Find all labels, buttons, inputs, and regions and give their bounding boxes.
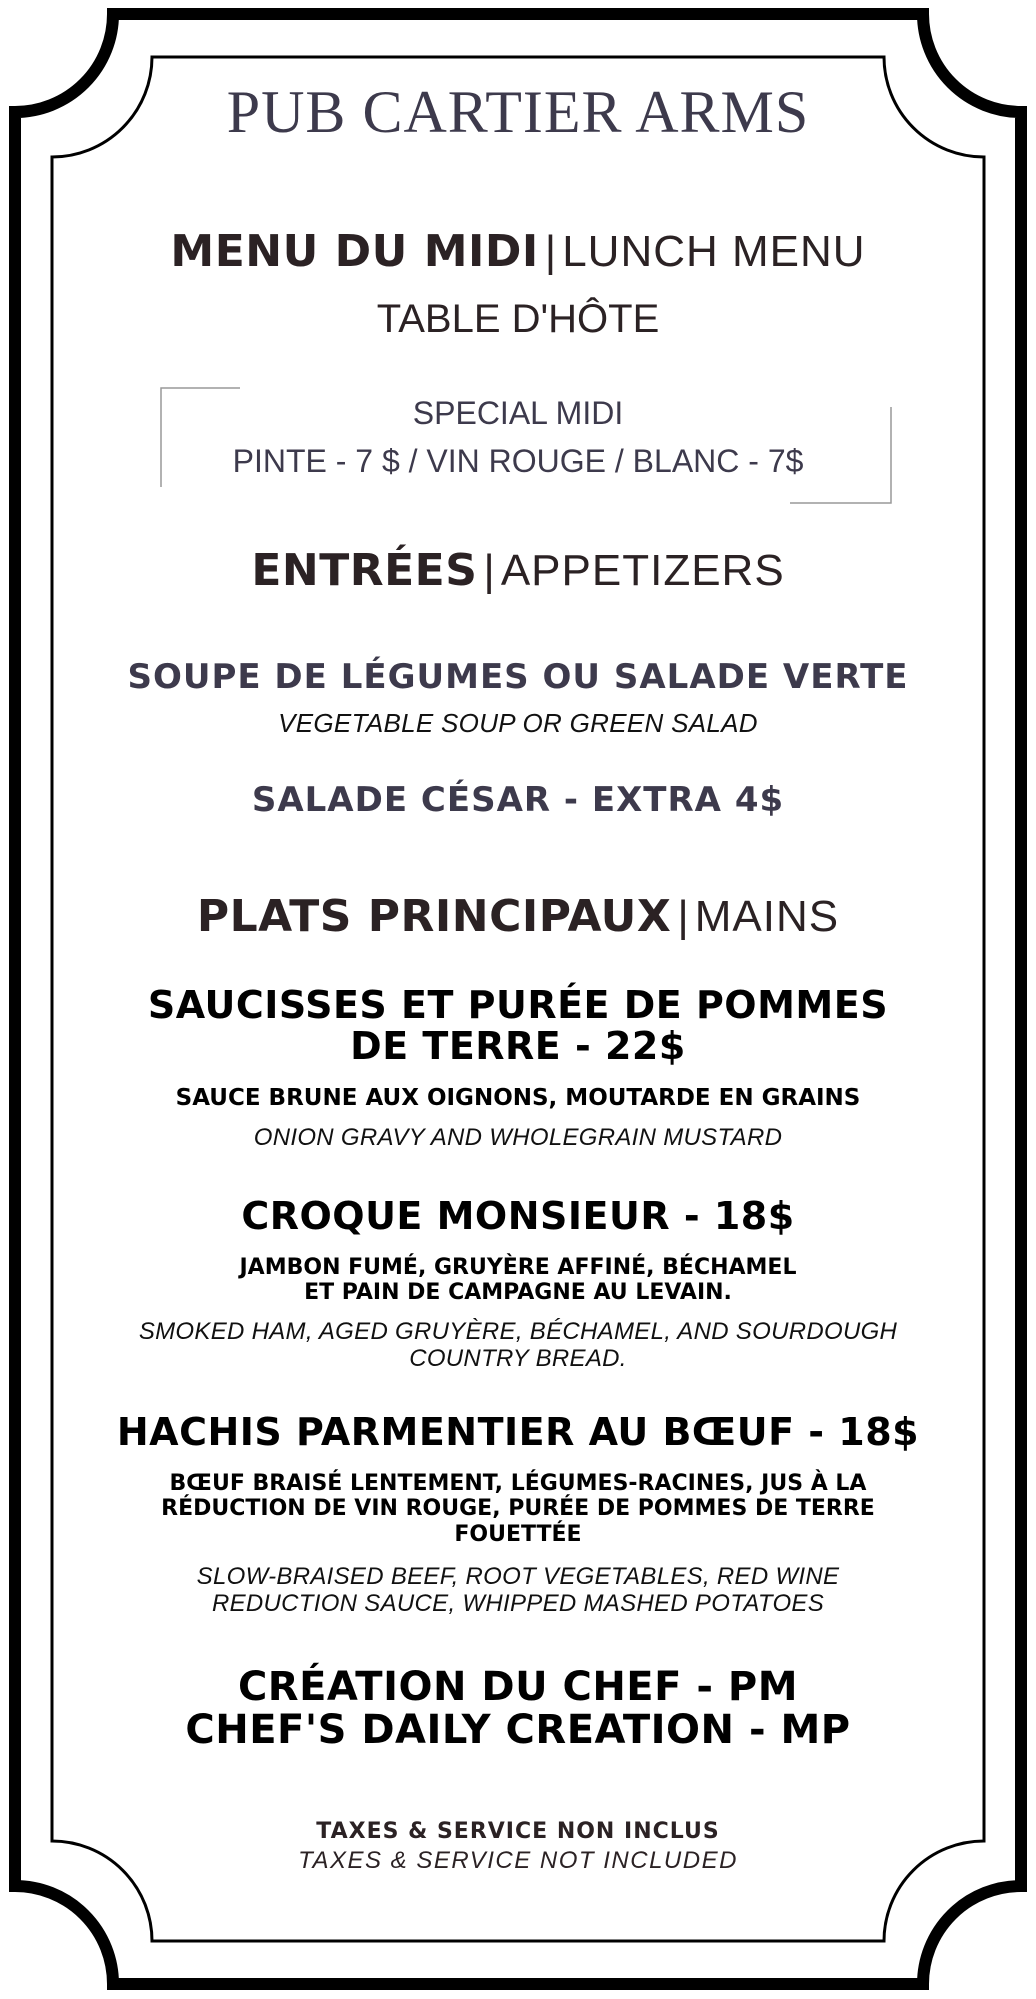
heading-separator: | <box>544 227 557 276</box>
special-midi-label: SPECIAL MIDI <box>412 395 624 431</box>
main-croque-desc-fr-line2: ET PAIN DE CAMPAGNE AU LEVAIN. <box>304 1280 732 1306</box>
main-sausages-name-line1: SAUCISSES ET PURÉE DE POMMES <box>147 983 889 1027</box>
main-sausages-desc-fr: SAUCE BRUNE AUX OIGNONS, MOUTARDE EN GRAINS <box>175 1085 861 1111</box>
main-hachis-desc-en-line2: REDUCTION SAUCE, WHIPPED MASHED POTATOES <box>211 1589 825 1617</box>
main-hachis-desc-fr <box>0 1471 1036 1547</box>
footer-taxes-en: TAXES & SERVICE NOT INCLUDED <box>298 1847 738 1874</box>
appetizer-caesar: SALADE CÉSAR - EXTRA 4$ <box>251 780 785 820</box>
mains-heading <box>0 891 1036 942</box>
heading-separator: | <box>677 892 689 941</box>
main-croque-desc-fr <box>0 1255 1036 1306</box>
appetizers-heading-fr: ENTRÉES <box>251 545 478 596</box>
mains-heading-fr: PLATS PRINCIPAUX <box>196 891 672 942</box>
main-hachis-desc-fr-line2: RÉDUCTION DE VIN ROUGE, PURÉE DE POMMES DE TERRE <box>161 1496 875 1522</box>
main-hachis-desc-fr-line1: BŒUF BRAISÉ LENTEMENT, LÉGUMES-RACINES, JUS À LA <box>169 1471 867 1496</box>
main-sausages-name-line2: DE TERRE - 22$ <box>350 1024 686 1069</box>
special-midi-drinks: PINTE - 7 $ / VIN ROUGE / BLANC - 7$ <box>232 443 804 479</box>
main-sausages-name <box>0 985 1036 1067</box>
heading-separator: | <box>483 546 495 595</box>
main-sausages-desc-en: ONION GRAVY AND WHOLEGRAIN MUSTARD <box>253 1124 783 1151</box>
appetizers-heading <box>0 545 1036 596</box>
table-dhote-subtitle: TABLE D'HÔTE <box>376 297 660 341</box>
main-hachis-desc-en <box>0 1564 1036 1618</box>
appetizer-soup-salad-en: VEGETABLE SOUP OR GREEN SALAD <box>278 708 758 738</box>
lunch-menu-heading <box>0 226 1036 277</box>
appetizers-heading-en: APPETIZERS <box>500 546 785 595</box>
footer-taxes-fr: TAXES & SERVICE NON INCLUS <box>316 1819 720 1844</box>
main-croque-desc-fr-line1: JAMBON FUMÉ, GRUYÈRE AFFINÉ, BÉCHAMEL <box>239 1255 797 1280</box>
main-chef-creation-en: CHEF'S DAILY CREATION - MP <box>185 1707 851 1754</box>
mains-heading-en: MAINS <box>694 892 840 941</box>
lunch-menu-heading-en: LUNCH MENU <box>562 227 866 276</box>
lunch-menu-heading-fr: MENU DU MIDI <box>170 226 539 277</box>
main-hachis-desc-fr-line3: FOUETTÉE <box>454 1521 582 1547</box>
main-chef-creation <box>0 1666 1036 1752</box>
main-hachis-name: HACHIS PARMENTIER AU BŒUF - 18$ <box>116 1410 920 1454</box>
main-croque-desc-en-line1: SMOKED HAM, AGED GRUYÈRE, BÉCHAMEL, AND SOURDOUGH <box>138 1318 898 1345</box>
main-croque-name: CROQUE MONSIEUR - 18$ <box>241 1194 795 1238</box>
main-croque-desc-en <box>0 1319 1036 1373</box>
main-hachis-desc-en-line1: SLOW-BRAISED BEEF, ROOT VEGETABLES, RED WINE <box>196 1563 840 1590</box>
main-croque-desc-en-line2: COUNTRY BREAD. <box>409 1344 627 1372</box>
appetizer-soup-salad: SOUPE DE LÉGUMES OU SALADE VERTE <box>127 657 909 697</box>
page-title: PUB CARTIER ARMS <box>226 79 810 145</box>
main-chef-creation-fr: CRÉATION DU CHEF - PM <box>237 1664 799 1710</box>
